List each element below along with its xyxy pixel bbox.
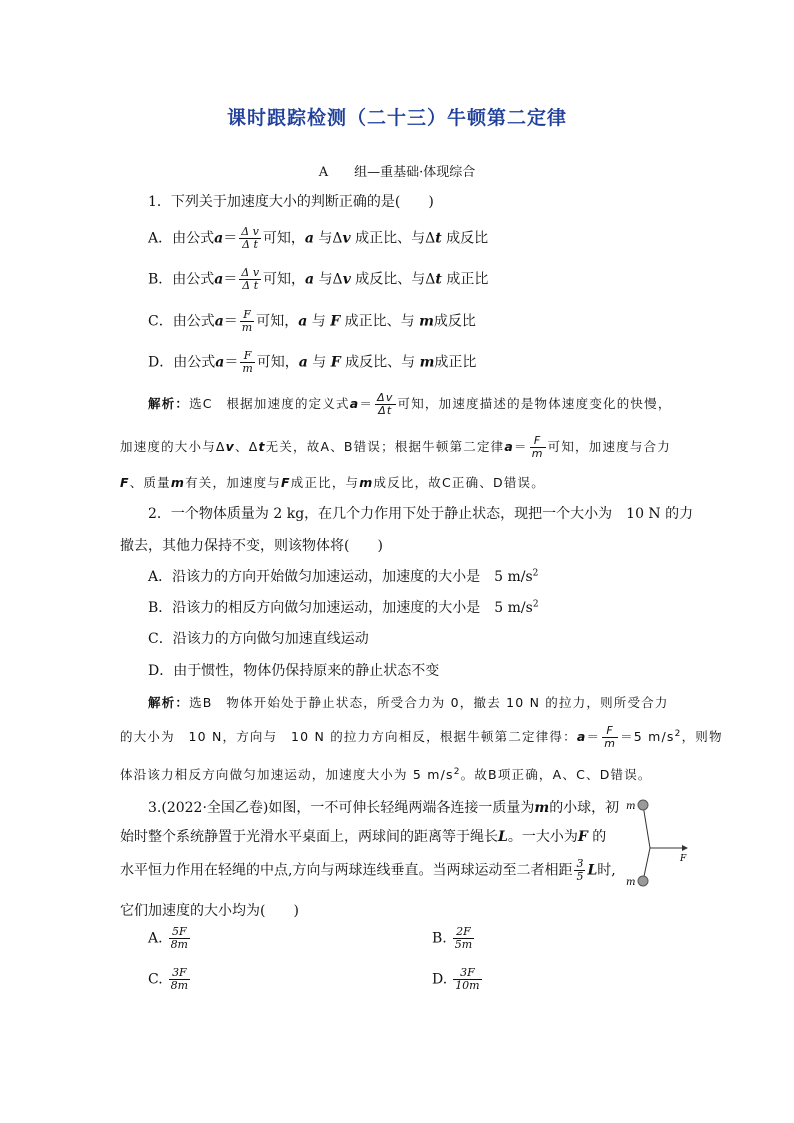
q1-option-a: A．由公式a＝ $\frac{\text{Δ v}}{\text{Δ t}}$ 可知，a 与Δv 成正比、与Δt 成反比 xyxy=(148,225,489,251)
fraction: $\frac{F}{m}$ xyxy=(531,434,544,460)
q2-option-b: B．沿该力的相反方向做匀加速运动，加速度的大小是 5 $m/s^2$ xyxy=(148,599,539,616)
fraction: $\frac{3}{5}$ xyxy=(576,857,584,883)
fraction: $\frac{F}{m}$ xyxy=(604,724,617,750)
label-F: F xyxy=(680,854,687,864)
ball-bottom xyxy=(638,876,648,886)
q3-stem-line1: 3.(2022·全国乙卷)如图，一不可伸长轻绳两端各连接一质量为m的小球，初 xyxy=(148,800,620,816)
q3-option-c: C. $\frac{3F}{8m}$ xyxy=(148,966,189,992)
rope-upper xyxy=(643,805,650,848)
label-m-bottom: m xyxy=(626,877,636,888)
page-title: 课时跟踪检测（二十三）牛顿第二定律 xyxy=(226,107,567,129)
q1-explanation-line3: F、质量m有关，加速度与F成正比，与m成反比，故C正确、D错误。 xyxy=(120,475,545,490)
fraction: $\frac{\text{Δ v}}{\text{Δ t}}$ xyxy=(241,225,259,251)
fraction: $\frac{\Delta v}{\Delta t}$ xyxy=(377,391,394,417)
fraction: $\frac{F}{m}$ xyxy=(242,349,253,375)
ball-top xyxy=(638,800,648,810)
q3-option-d: D. $\frac{3F}{10m}$ xyxy=(432,966,480,992)
q3-option-a: A. $\frac{5F}{8m}$ xyxy=(148,925,188,951)
q1-option-c: C．由公式a＝ $\frac{F}{m}$ 可知，a 与 F 成正比、与 m成反比 xyxy=(148,308,476,334)
q2-stem-line2: 撤去，其他力保持不变，则该物体将( ) xyxy=(120,538,383,554)
q3-stem-line4: 它们加速度的大小均为( ) xyxy=(120,903,299,919)
q1-explanation-line2: 加速度的大小与Δv、Δt无关，故A、B错误；根据牛顿第二定律a＝ $\frac{F}{m}$ 可知，加速度与合力 xyxy=(120,434,671,460)
fraction: $\frac{F}{m}$ xyxy=(241,308,253,334)
q2-explanation-line3: 体沿该力相反方向做匀加速运动，加速度大小为 5 $m/s^2$。故B项正确，A、C、D错误。 xyxy=(120,766,652,782)
arrow-head xyxy=(682,845,688,851)
q1-option-b: B．由公式a＝ $\frac{\text{Δ v}}{\text{Δ t}}$ 可知，a 与Δv 成反比、与Δt 成正比 xyxy=(148,266,489,292)
q1-option-d: D．由公式a＝ $\frac{F}{m}$ 可知，a 与 F 成反比、与 m成正比 xyxy=(148,349,477,375)
q3-stem-line3: 水平恒力作用在轻绳的中点,方向与两球连线垂直。当两球运动至二者相距 $\frac{3}{5}$ L时, xyxy=(120,857,616,883)
section-heading: A 组—重基础·体现综合 xyxy=(318,165,476,180)
q2-explanation-line2: 的大小为 10 N，方向与 10 N 的拉力方向相反，根据牛顿第二定律得：a＝ $\frac{F}{m}$ ＝5 $m/s^2$，则物 xyxy=(120,724,723,750)
q2-stem-line1: 2．一个物体质量为 2 kg，在几个力作用下处于静止状态，现把一个大小为 10 N 的力 xyxy=(148,506,694,522)
q3-option-b: B. $\frac{2F}{5m}$ xyxy=(432,925,473,951)
q1-stem: 1．下列关于加速度大小的判断正确的是( ) xyxy=(148,194,434,210)
label-m-top: m xyxy=(626,801,636,812)
q2-explanation-line1: 解析：选B 物体开始处于静止状态，所受合力为 0，撤去 10 N 的拉力，则所受合力 xyxy=(148,695,669,710)
q3-figure xyxy=(620,795,700,895)
q2-option-a: A．沿该力的方向开始做匀加速运动，加速度的大小是 5 $m/s^2$ xyxy=(148,568,539,585)
q1-explanation-line1: 解析：选C 根据加速度的定义式a＝ $\frac{\Delta v}{\Delta t}$ 可知，加速度描述的是物体速度变化的快慢， xyxy=(148,391,672,417)
q2-option-d: D．由于惯性，物体仍保持原来的静止状态不变 xyxy=(148,663,440,679)
fraction: $\frac{\text{Δ v}}{\text{Δ t}}$ xyxy=(241,266,260,292)
q3-stem-line2: 始时整个系统静置于光滑水平桌面上，两球间的距离等于绳长L。一大小为F 的 xyxy=(120,829,607,845)
q2-option-c: C．沿该力的方向做匀加速直线运动 xyxy=(148,631,369,647)
